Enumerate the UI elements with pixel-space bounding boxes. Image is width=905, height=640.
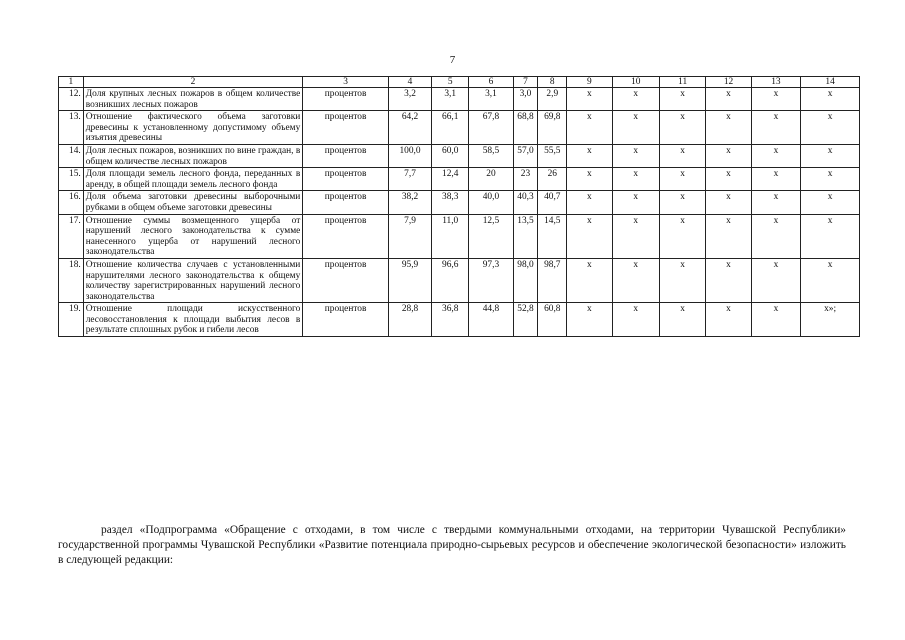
table-row: [59, 214, 860, 258]
indicator-name: Отношение количества случаев с установленными нарушителями лесного законодательства к общему количеству зарегистрированных нарушений лесного законодательства: [83, 258, 303, 302]
value-cell: 68,8: [513, 111, 538, 145]
row-number: 13.: [59, 111, 84, 145]
column-header: 13: [751, 77, 800, 88]
mark-cell: x: [751, 144, 800, 167]
mark-cell: x: [567, 111, 612, 145]
mark-cell: x: [612, 191, 659, 214]
mark-cell: x: [659, 88, 705, 111]
table-row: [59, 111, 860, 145]
mark-cell: x: [801, 144, 860, 167]
value-cell: 12,5: [469, 214, 513, 258]
column-header: 6: [469, 77, 513, 88]
value-cell: 3,1: [469, 88, 513, 111]
value-cell: 66,1: [432, 111, 469, 145]
value-cell: 95,9: [388, 258, 431, 302]
mark-cell: x: [567, 214, 612, 258]
indicator-name: Доля крупных лесных пожаров в общем количестве возникших лесных пожаров: [83, 88, 303, 111]
table-row: [59, 258, 860, 302]
table-row: [59, 191, 860, 214]
value-cell: 97,3: [469, 258, 513, 302]
value-cell: 40,7: [538, 191, 567, 214]
column-header: 9: [567, 77, 612, 88]
indicator-name: Отношение суммы возмещенного ущерба от нарушений лесного законодательства к сумме нанесенного ущерба от нарушений лесного законодательства: [83, 214, 303, 258]
column-header: 10: [612, 77, 659, 88]
value-cell: 44,8: [469, 303, 513, 337]
mark-cell: x: [751, 168, 800, 191]
mark-cell: x: [751, 303, 800, 337]
mark-cell: x: [706, 144, 751, 167]
mark-cell: x: [659, 258, 705, 302]
mark-cell: x: [801, 258, 860, 302]
mark-cell: x: [567, 303, 612, 337]
value-cell: 52,8: [513, 303, 538, 337]
mark-cell: x: [751, 191, 800, 214]
table-row: [59, 303, 860, 337]
mark-cell: x: [612, 144, 659, 167]
value-cell: 2,9: [538, 88, 567, 111]
value-cell: 98,7: [538, 258, 567, 302]
unit-cell: процентов: [303, 303, 389, 337]
column-header: 3: [303, 77, 389, 88]
value-cell: 7,7: [388, 168, 431, 191]
value-cell: 13,5: [513, 214, 538, 258]
value-cell: 12,4: [432, 168, 469, 191]
mark-cell: x: [612, 168, 659, 191]
column-header: 7: [513, 77, 538, 88]
row-number: 18.: [59, 258, 84, 302]
mark-cell: x: [706, 88, 751, 111]
body-paragraph: раздел «Подпрограмма «Обращение с отходами, в том числе с твердыми коммунальными отходами, на территории Чувашской Республики» государственной программы Чувашской Республики «Развитие потенциала природно-сырьевых ресурсов и обеспечение экологической безопасности» изложить в следующей редакции:: [58, 524, 846, 567]
mark-cell: x: [706, 168, 751, 191]
column-header: 8: [538, 77, 567, 88]
value-cell: 96,6: [432, 258, 469, 302]
value-cell: 38,3: [432, 191, 469, 214]
value-cell: 57,0: [513, 144, 538, 167]
row-number: 15.: [59, 168, 84, 191]
value-cell: 3,2: [388, 88, 431, 111]
value-cell: 64,2: [388, 111, 431, 145]
mark-cell: x: [659, 111, 705, 145]
mark-cell: x: [567, 144, 612, 167]
mark-cell: x: [706, 191, 751, 214]
value-cell: 26: [538, 168, 567, 191]
mark-cell: x: [612, 303, 659, 337]
mark-cell: x: [706, 111, 751, 145]
value-cell: 58,5: [469, 144, 513, 167]
table-row: [59, 88, 860, 111]
row-number: 12.: [59, 88, 84, 111]
unit-cell: процентов: [303, 258, 389, 302]
mark-cell: x: [751, 111, 800, 145]
mark-cell: x: [659, 303, 705, 337]
value-cell: 20: [469, 168, 513, 191]
column-header: 11: [659, 77, 705, 88]
table-body: [59, 88, 860, 337]
mark-cell: x: [612, 88, 659, 111]
value-cell: 40,3: [513, 191, 538, 214]
column-header: 12: [706, 77, 751, 88]
value-cell: 40,0: [469, 191, 513, 214]
indicator-name: Доля площади земель лесного фонда, переданных в аренду, в общей площади земель лесного фонда: [83, 168, 303, 191]
row-number: 16.: [59, 191, 84, 214]
unit-cell: процентов: [303, 88, 389, 111]
mark-cell: x: [751, 214, 800, 258]
value-cell: 14,5: [538, 214, 567, 258]
mark-cell: x: [567, 168, 612, 191]
value-cell: 100,0: [388, 144, 431, 167]
indicator-name: Отношение фактического объема заготовки древесины к установленному допустимому объему изъятия древесины: [83, 111, 303, 145]
indicators-table: [58, 76, 860, 337]
mark-cell: x: [567, 258, 612, 302]
mark-cell: x: [659, 191, 705, 214]
page-number: 7: [449, 54, 456, 66]
value-cell: 11,0: [432, 214, 469, 258]
mark-cell: x: [751, 88, 800, 111]
row-number: 17.: [59, 214, 84, 258]
mark-cell: x»;: [801, 303, 860, 337]
indicator-name: Доля объема заготовки древесины выборочными рубками в общем объеме заготовки древесины: [83, 191, 303, 214]
mark-cell: x: [659, 144, 705, 167]
mark-cell: x: [751, 258, 800, 302]
indicator-name: Отношение площади искусственного лесовосстановления к площади выбытия лесов в результате сплошных рубок и гибели лесов: [83, 303, 303, 337]
value-cell: 60,8: [538, 303, 567, 337]
mark-cell: x: [706, 303, 751, 337]
mark-cell: x: [801, 111, 860, 145]
value-cell: 98,0: [513, 258, 538, 302]
table-row: [59, 168, 860, 191]
value-cell: 38,2: [388, 191, 431, 214]
value-cell: 3,0: [513, 88, 538, 111]
unit-cell: процентов: [303, 214, 389, 258]
mark-cell: x: [612, 214, 659, 258]
table-row: [59, 144, 860, 167]
value-cell: 55,5: [538, 144, 567, 167]
column-header: 4: [388, 77, 431, 88]
mark-cell: x: [659, 168, 705, 191]
unit-cell: процентов: [303, 168, 389, 191]
column-header: 14: [801, 77, 860, 88]
row-number: 19.: [59, 303, 84, 337]
mark-cell: x: [801, 191, 860, 214]
unit-cell: процентов: [303, 111, 389, 145]
value-cell: 7,9: [388, 214, 431, 258]
value-cell: 36,8: [432, 303, 469, 337]
mark-cell: x: [659, 214, 705, 258]
mark-cell: x: [706, 258, 751, 302]
column-header: 2: [83, 77, 303, 88]
value-cell: 67,8: [469, 111, 513, 145]
value-cell: 28,8: [388, 303, 431, 337]
mark-cell: x: [612, 111, 659, 145]
value-cell: 3,1: [432, 88, 469, 111]
mark-cell: x: [801, 214, 860, 258]
mark-cell: x: [801, 168, 860, 191]
table-header-row: [59, 77, 860, 88]
column-header: 1: [59, 77, 84, 88]
value-cell: 69,8: [538, 111, 567, 145]
mark-cell: x: [612, 258, 659, 302]
value-cell: 23: [513, 168, 538, 191]
value-cell: 60,0: [432, 144, 469, 167]
column-header: 5: [432, 77, 469, 88]
indicator-name: Доля лесных пожаров, возникших по вине граждан, в общем количестве лесных пожаров: [83, 144, 303, 167]
unit-cell: процентов: [303, 191, 389, 214]
unit-cell: процентов: [303, 144, 389, 167]
mark-cell: x: [706, 214, 751, 258]
mark-cell: x: [567, 191, 612, 214]
row-number: 14.: [59, 144, 84, 167]
mark-cell: x: [801, 88, 860, 111]
mark-cell: x: [567, 88, 612, 111]
